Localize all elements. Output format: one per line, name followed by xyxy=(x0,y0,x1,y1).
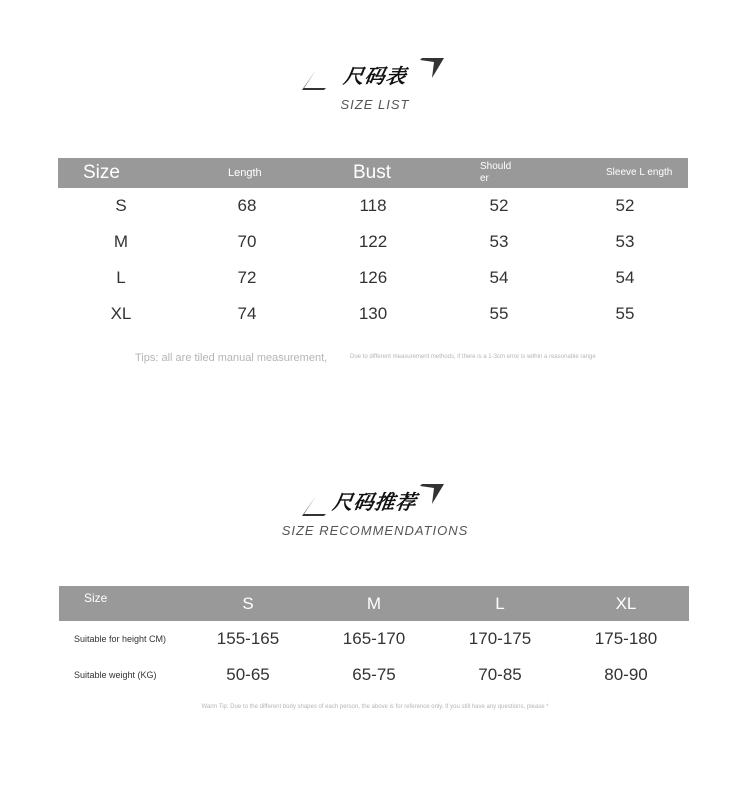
size-recommend-title-en: SIZE RECOMMENDATIONS xyxy=(281,523,469,538)
size-list-header-row xyxy=(58,158,688,188)
table-row xyxy=(59,621,689,657)
cell-sleeve: 54 xyxy=(615,268,635,287)
cell-height-l: 170-175 xyxy=(468,629,532,648)
cell-height-s: 155-165 xyxy=(216,629,280,648)
cell-size: L xyxy=(116,268,126,287)
cell-bust: 126 xyxy=(358,268,388,287)
table-row xyxy=(59,657,689,693)
cell-weight-s: 50-65 xyxy=(226,665,270,684)
cell-weight-m: 65-75 xyxy=(352,665,396,684)
header-l: L xyxy=(437,586,563,621)
header-xl: XL xyxy=(563,586,689,621)
header-size: Size xyxy=(58,158,184,188)
cell-weight-xl: 80-90 xyxy=(604,665,648,684)
table-row xyxy=(58,296,688,332)
size-recommend-title-cn: 尺码推荐 xyxy=(331,490,419,514)
cell-weight-l: 70-85 xyxy=(478,665,522,684)
table-row xyxy=(58,224,688,260)
size-list-title-block xyxy=(0,60,750,112)
cell-size: M xyxy=(113,232,129,251)
table-row xyxy=(58,260,688,296)
cell-size: S xyxy=(115,196,127,215)
header-length: Length xyxy=(184,158,310,188)
header-shoulder: Should er xyxy=(436,158,562,188)
cell-sleeve: 52 xyxy=(615,196,635,215)
cell-height-xl: 175-180 xyxy=(594,629,658,648)
cell-bust: 122 xyxy=(358,232,388,251)
size-list-title-cn: 尺码表 xyxy=(341,64,408,88)
cell-shoulder: 55 xyxy=(489,304,509,323)
cell-sleeve: 55 xyxy=(615,304,635,323)
cell-bust: 118 xyxy=(359,196,387,215)
cell-shoulder: 53 xyxy=(489,232,509,251)
size-recommend-header-row xyxy=(59,586,689,621)
size-list-table xyxy=(58,158,688,332)
header-m: M xyxy=(311,586,437,621)
header-bust: Bust xyxy=(310,158,436,188)
header-sleeve-length: Sleeve L ength xyxy=(562,158,688,188)
size-recommend-table xyxy=(59,586,689,693)
cell-length: 72 xyxy=(237,268,257,287)
row-label-weight: Suitable weight (KG) xyxy=(74,670,157,680)
size-list-tip-right: Due to different measurement methods, if there is a 1-3cm error is within a reasonable range xyxy=(350,354,596,360)
cell-height-m: 165-170 xyxy=(342,629,406,648)
cell-shoulder: 54 xyxy=(489,268,509,287)
cell-length: 70 xyxy=(237,232,257,251)
row-label-height: Suitable for height CM) xyxy=(74,634,167,644)
cell-shoulder: 52 xyxy=(489,196,509,215)
cell-length: 68 xyxy=(237,196,257,215)
size-recommend-tip: Warm Tip: Due to the different body shapes of each person, the above is for reference only. If you still have any questions, please * xyxy=(201,704,549,710)
size-recommend-title-block xyxy=(0,486,750,538)
cell-size: XL xyxy=(110,304,132,323)
size-list-title-en: SIZE LIST xyxy=(340,97,410,112)
size-list-tip-left: Tips: all are tiled manual measurement, xyxy=(135,352,328,364)
cell-sleeve: 53 xyxy=(615,232,635,251)
header-size: Size xyxy=(59,586,185,621)
cell-length: 74 xyxy=(237,304,257,323)
table-row xyxy=(58,188,688,224)
cell-bust: 130 xyxy=(358,304,388,323)
header-s: S xyxy=(185,586,311,621)
